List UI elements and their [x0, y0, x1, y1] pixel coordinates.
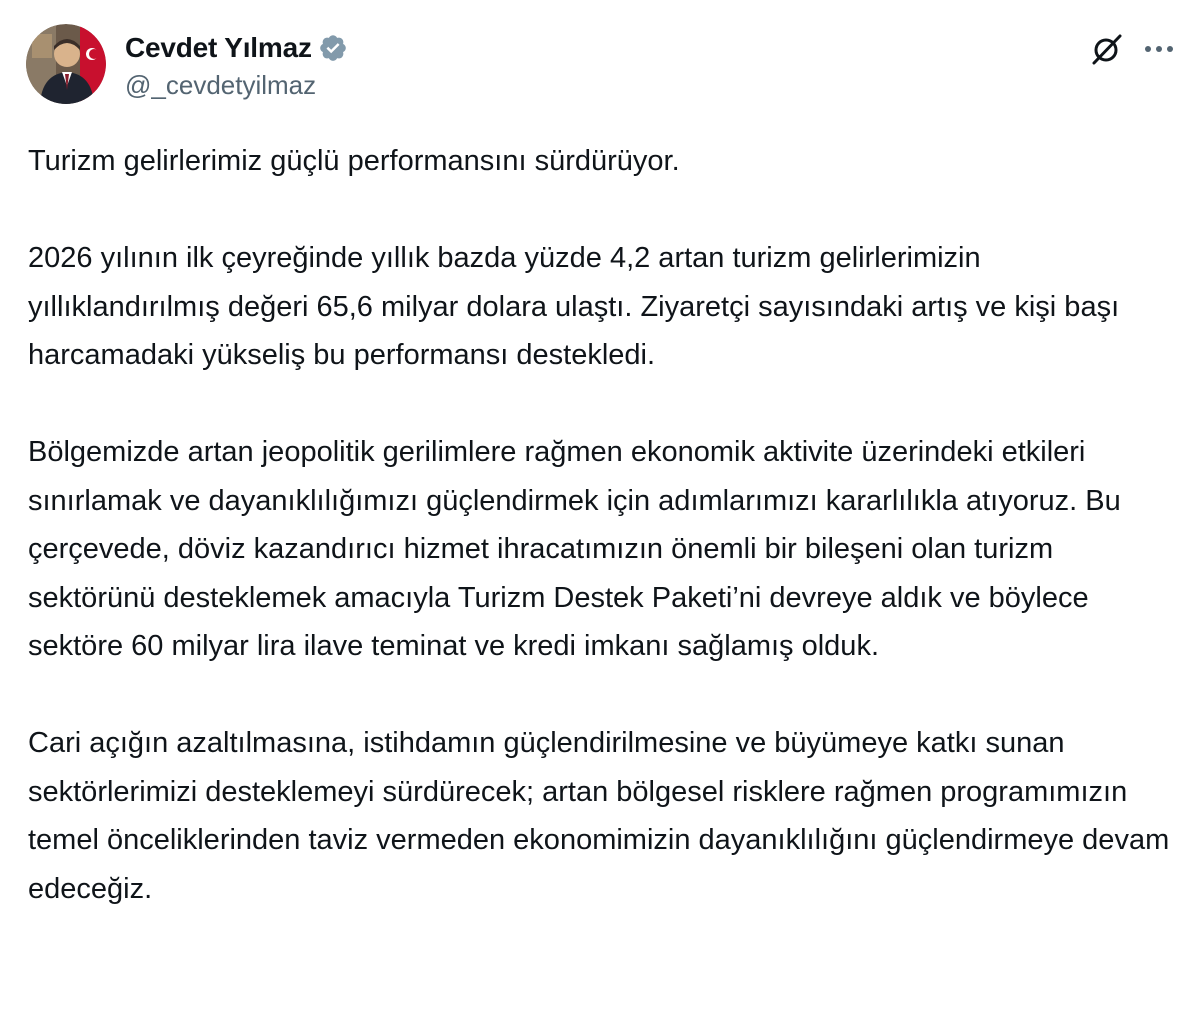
avatar-image	[26, 24, 106, 104]
name-row	[125, 30, 348, 66]
tweet-text	[28, 137, 1178, 913]
tweet-paragraph: 2026 yılının ilk çeyreğinde yıllık bazda yüzde 4,2 artan turizm gelirlerimizin yıllıklandırılmış değeri 65,6 milyar dolara ulaştı. Ziyaretçi sayısındaki artış ve kişi başı harcamadaki yükseliş bu performansı destekledi.	[28, 242, 1120, 371]
author-display-name[interactable]: Cevdet Yılmaz	[125, 32, 312, 63]
tweet-paragraph: Cari açığın azaltılmasına, istihdamın güçlendirilmesine ve büyümeye katkı sunan sektörlerimizi desteklemeyi sürdürecek; artan bölgesel risklere rağmen programımızın temel önceliklerinden taviz vermeden ekonomimizin dayanıklılığını güçlendirmeye devam edeceğiz.	[28, 727, 1170, 905]
avatar[interactable]	[26, 24, 106, 104]
tweet-header	[26, 24, 1176, 108]
grok-icon[interactable]	[1090, 32, 1124, 66]
author-info	[125, 30, 348, 101]
tweet-paragraph: Bölgemizde artan jeopolitik gerilimlere rağmen ekonomik aktivite üzerindeki etkileri sınırlamak ve dayanıklılığımızı güçlendirmek için adımlarımızı kararlılıkla atıyoruz. Bu çerçevede, döviz kazandırıcı hizmet ihracatımızın önemli bir bileşeni olan turizm sektörünü desteklemek amacıyla Turizm Destek Paketi’ni devreye aldık ve böylece sektöre 60 milyar lira ilave teminat ve kredi imkanı sağlamış olduk.	[28, 436, 1121, 662]
verified-badge-icon	[318, 33, 348, 63]
more-horizontal-icon[interactable]	[1142, 32, 1176, 66]
author-handle[interactable]: @_cevdetyilmaz	[125, 70, 317, 100]
tweet-actions	[1090, 32, 1176, 66]
tweet-paragraph: Turizm gelirlerimiz güçlü performansını sürdürüyor.	[28, 145, 680, 177]
